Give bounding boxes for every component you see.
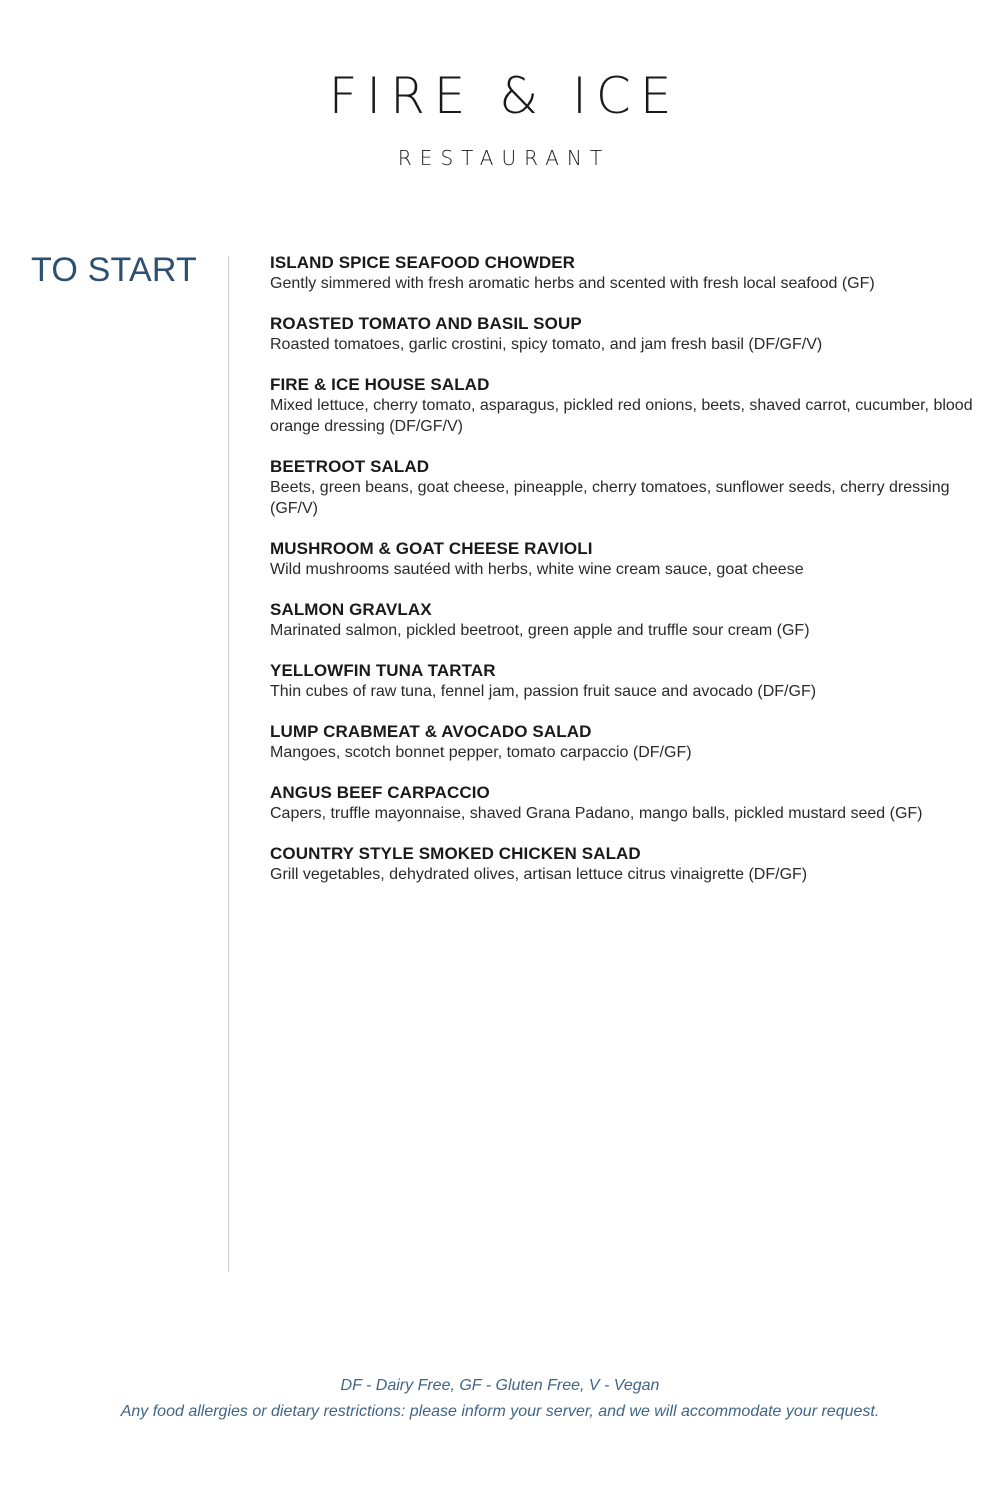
menu-item-name: SALMON GRAVLAX [270, 600, 432, 619]
menu-item [270, 252, 980, 294]
menu-item [270, 782, 980, 824]
menu-item [270, 538, 980, 580]
restaurant-subtitle: RESTAURANT [397, 146, 611, 170]
menu-item-name: BEETROOT SALAD [270, 457, 430, 476]
vertical-divider [228, 256, 229, 1272]
menu-item [270, 374, 980, 437]
allergy-note: Any food allergies or dietary restrictions: please inform your server, and we will accommodate your request. [120, 1403, 880, 1420]
menu-item-name: ROASTED TOMATO AND BASIL SOUP [270, 314, 582, 333]
menu-item-name: COUNTRY STYLE SMOKED CHICKEN SALAD [270, 844, 641, 863]
menu-item-name: ANGUS BEEF CARPACCIO [270, 783, 490, 802]
menu-item-description: Thin cubes of raw tuna, fennel jam, passion fruit sauce and avocado (DF/GF) [270, 683, 817, 700]
menu-item-description: Grill vegetables, dehydrated olives, artisan lettuce citrus vinaigrette (DF/GF) [270, 866, 808, 883]
menu-item [270, 721, 980, 763]
menu-item-name: LUMP CRABMEAT & AVOCADO SALAD [270, 722, 592, 741]
menu-item [270, 843, 980, 885]
menu-item-name: YELLOWFIN TUNA TARTAR [270, 661, 496, 680]
menu-item-description: Mixed lettuce, cherry tomato, asparagus, pickled red onions, beets, shaved carrot, cucumber, blood orange dressing (DF/GF/V) [270, 397, 973, 435]
menu-item [270, 599, 980, 641]
menu-item-description: Wild mushrooms sautéed with herbs, white wine cream sauce, goat cheese [270, 561, 804, 578]
menu-footer [0, 1373, 1000, 1425]
menu-item-description: Mangoes, scotch bonnet pepper, tomato carpaccio (DF/GF) [270, 744, 692, 761]
menu-list [270, 252, 980, 904]
menu-item-name: MUSHROOM & GOAT CHEESE RAVIOLI [270, 539, 593, 558]
menu-item [270, 660, 980, 702]
menu-item-description: Capers, truffle mayonnaise, shaved Grana Padano, mango balls, pickled mustard seed (GF) [270, 805, 923, 822]
menu-item-description: Roasted tomatoes, garlic crostini, spicy tomato, and jam fresh basil (DF/GF/V) [270, 336, 823, 353]
restaurant-name: FIRE & ICE [328, 67, 681, 125]
menu-item-description: Beets, green beans, goat cheese, pineapple, cherry tomatoes, sunflower seeds, cherry dressing (GF/V) [270, 479, 950, 517]
menu-item-name: ISLAND SPICE SEAFOOD CHOWDER [270, 253, 576, 272]
menu-item [270, 313, 980, 355]
section-title: TO START [31, 251, 197, 289]
dietary-legend: DF - Dairy Free, GF - Gluten Free, V - Vegan [340, 1377, 660, 1394]
menu-item-description: Gently simmered with fresh aromatic herbs and scented with fresh local seafood (GF) [270, 275, 875, 292]
menu-item [270, 456, 980, 519]
restaurant-logo [0, 66, 1000, 170]
menu-item-description: Marinated salmon, pickled beetroot, green apple and truffle sour cream (GF) [270, 622, 810, 639]
menu-item-name: FIRE & ICE HOUSE SALAD [270, 375, 490, 394]
